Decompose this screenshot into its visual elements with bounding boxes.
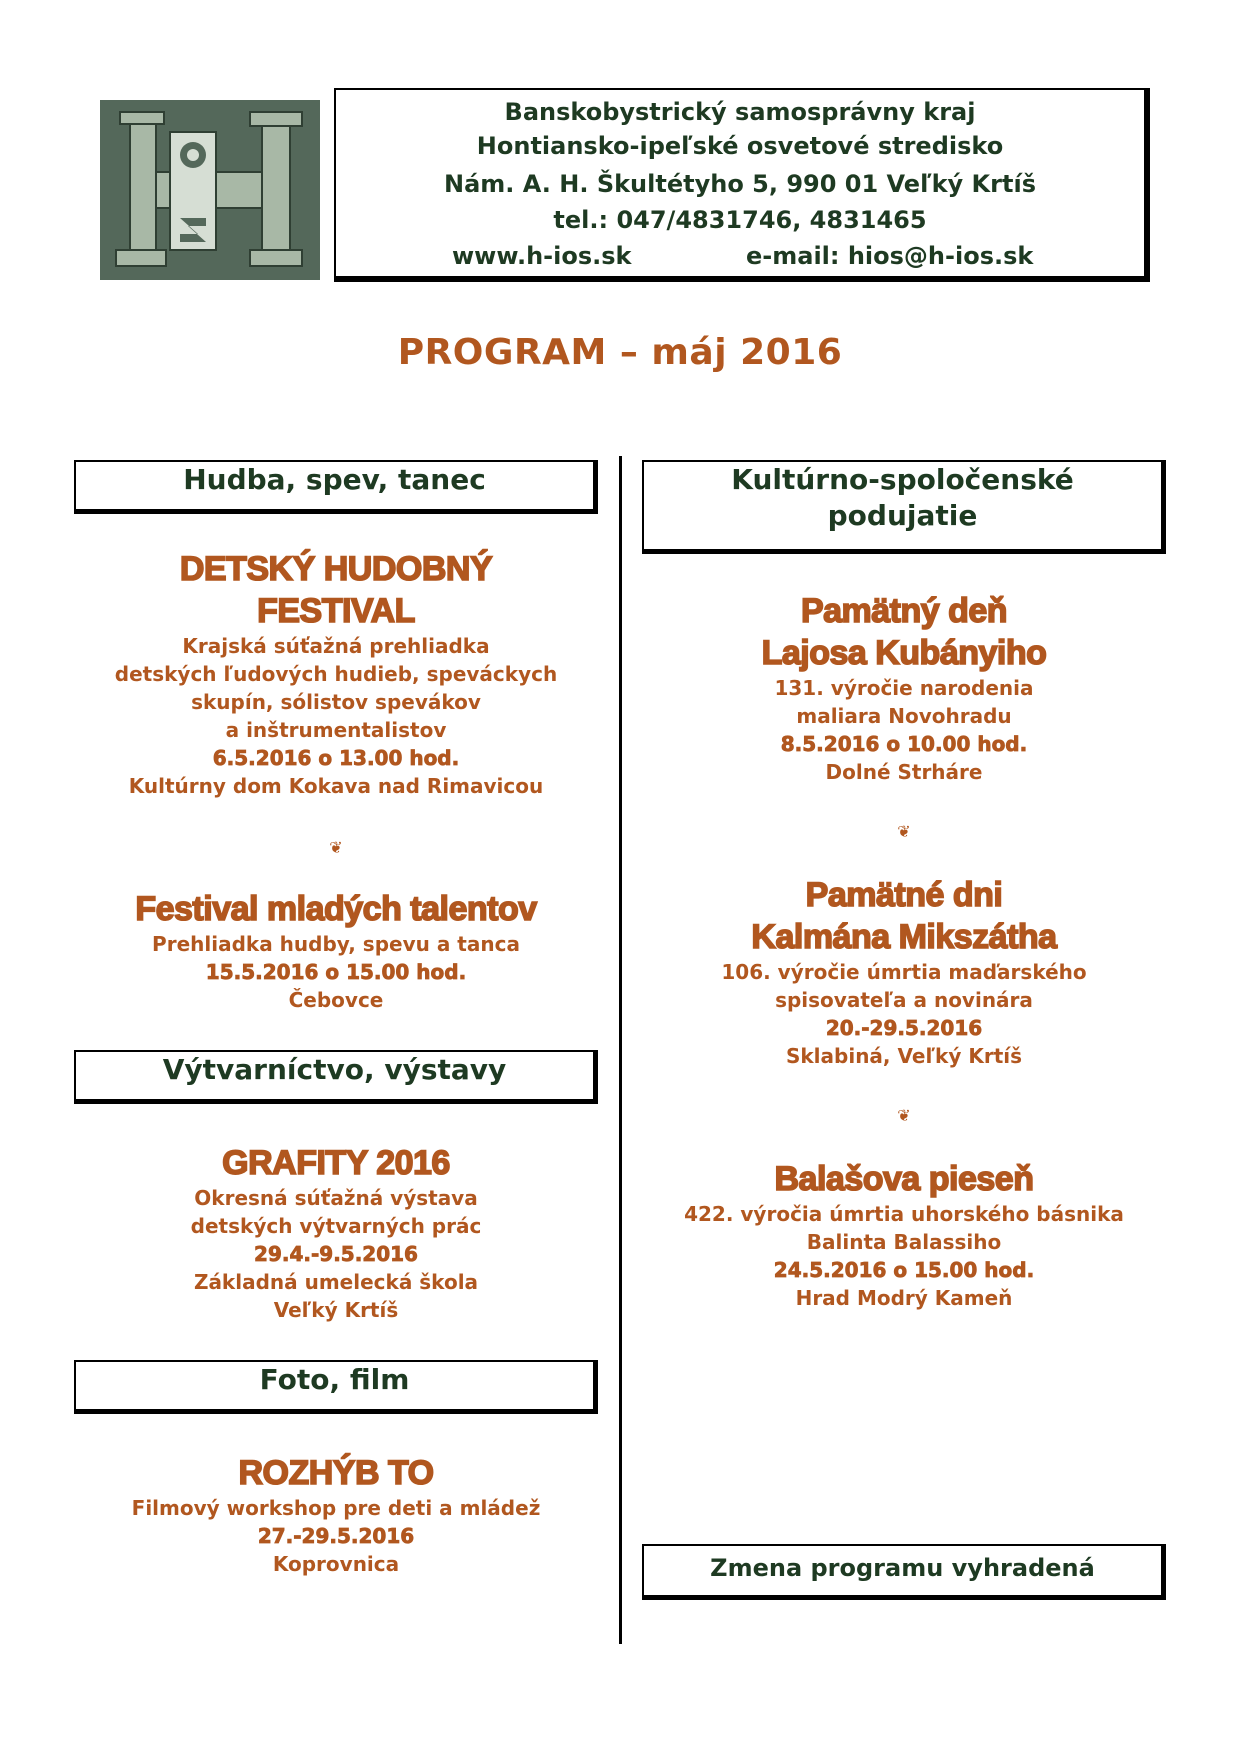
event-festival-mladych-talentov (74, 888, 598, 1014)
section-heading-label: Foto, film (259, 1363, 410, 1396)
event-description: Filmový workshop pre deti a mládež (131, 1496, 541, 1520)
section-heading-label: Výtvarníctvo, výstavy (162, 1053, 507, 1086)
section-heading-label: podujatie (827, 499, 978, 532)
header-website-link[interactable]: www.h-ios.sk (452, 242, 632, 270)
event-description: 106. výročie úmrtia maďarského (721, 960, 1087, 984)
section-heading-photo-film (74, 1360, 598, 1414)
event-date: 8.5.2016 o 10.00 hod. (780, 732, 1028, 756)
event-place: Koprovnica (272, 1552, 400, 1576)
event-place: Čebovce (288, 988, 384, 1012)
event-description: detských ľudových hudieb, speváckych (114, 662, 558, 686)
event-date: 29.4.-9.5.2016 (254, 1242, 418, 1266)
header-institution: Hontiansko-ipeľské osvetové stredisko (476, 132, 1004, 160)
footer-notice-label: Zmena programu vyhradená (710, 1554, 1095, 1582)
section-heading-label: Hudba, spev, tanec (183, 463, 486, 496)
event-title: Kalmána Mikszátha (751, 918, 1057, 956)
event-place: Veľký Krtíš (273, 1298, 399, 1322)
page-title: PROGRAM – máj 2016 (397, 332, 843, 373)
section-heading-art (74, 1050, 598, 1104)
event-description: maliara Novohradu (796, 704, 1012, 728)
event-rozhyb-to (74, 1452, 598, 1578)
event-title: Pamätný deň (800, 592, 1008, 630)
event-description: Prehliadka hudby, spevu a tanca (152, 932, 520, 956)
event-place: Základná umelecká škola (193, 1270, 479, 1294)
event-detsky-hudobny-festival (74, 548, 598, 800)
event-description: detských výtvarných prác (190, 1214, 482, 1238)
event-balasova-piesen (642, 1158, 1166, 1312)
event-place: Dolné Strháre (825, 760, 983, 784)
event-date: 20.-29.5.2016 (825, 1016, 983, 1040)
event-title: FESTIVAL (257, 592, 415, 630)
event-title: ROZHÝB TO (238, 1454, 434, 1492)
event-pamatne-dni-mikszatha (642, 874, 1166, 1070)
event-date: 24.5.2016 o 15.00 hod. (773, 1258, 1035, 1282)
header-email-link[interactable]: e-mail: hios@h-ios.sk (746, 242, 1034, 270)
event-title: GRAFITY 2016 (222, 1144, 450, 1182)
header-address: Nám. A. H. Škultétyho 5, 990 01 Veľký Krtíš (444, 170, 1036, 198)
header-box (334, 88, 1150, 282)
column-divider (619, 456, 622, 1644)
event-description: a inštrumentalistov (225, 718, 447, 742)
header-organization: Banskobystrický samosprávny kraj (504, 98, 976, 126)
event-title: Pamätné dni (805, 876, 1003, 914)
event-date: 15.5.2016 o 15.00 hod. (205, 960, 467, 984)
event-title: Balašova pieseň (774, 1160, 1034, 1198)
event-title: Festival mladých talentov (135, 890, 537, 928)
section-heading-label: Kultúrno-spoločenské (731, 463, 1074, 496)
event-title: Lajosa Kubányiho (761, 634, 1047, 672)
event-description: spisovateľa a novinára (775, 988, 1033, 1012)
event-date: 6.5.2016 o 13.00 hod. (212, 746, 460, 770)
event-description: 131. výročie narodenia (774, 676, 1034, 700)
ornament-icon: ❦ (897, 1106, 911, 1125)
event-description: skupín, sólistov spevákov (191, 690, 481, 714)
header-phone: tel.: 047/4831746, 4831465 (553, 206, 927, 234)
section-heading-music (74, 460, 598, 514)
event-date: 27.-29.5.2016 (257, 1524, 415, 1548)
event-description: Balinta Balassiho (806, 1230, 1002, 1254)
event-place: Hrad Modrý Kameň (795, 1286, 1013, 1310)
event-pamatny-den-kubanyiho (642, 590, 1166, 786)
event-description: 422. výročia úmrtia uhorského básnika (684, 1202, 1124, 1226)
section-heading-cultural (642, 460, 1166, 554)
event-place: Kultúrny dom Kokava nad Rimavicou (128, 774, 544, 798)
event-grafity-2016 (74, 1142, 598, 1324)
event-place: Sklabiná, Veľký Krtíš (785, 1044, 1023, 1068)
footer-notice (642, 1544, 1166, 1600)
ornament-icon: ❦ (897, 822, 911, 841)
event-description: Okresná súťažná výstava (194, 1186, 478, 1210)
ornament-icon: ❦ (329, 838, 343, 857)
event-description: Krajská súťažná prehliadka (182, 634, 490, 658)
hios-logo-icon (100, 100, 320, 280)
event-title: DETSKÝ HUDOBNÝ (179, 550, 493, 588)
